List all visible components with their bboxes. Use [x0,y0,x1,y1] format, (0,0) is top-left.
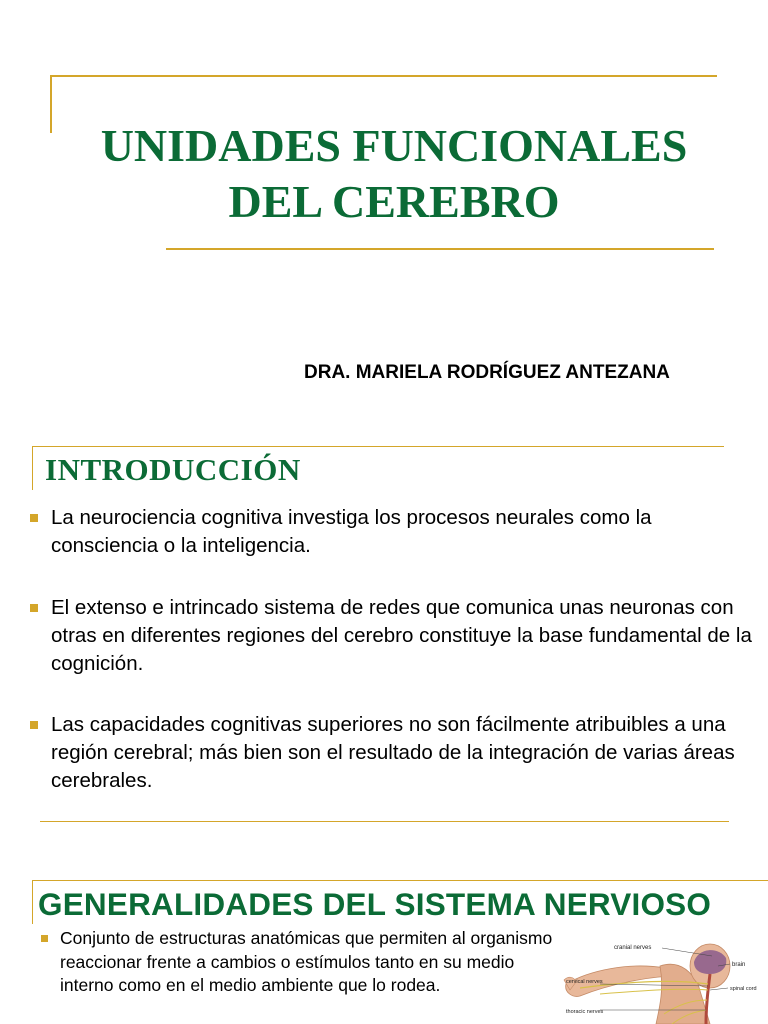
gen-top-rule [32,880,768,881]
bullet-square-icon [30,604,38,612]
label-cranial-nerves: cranial nerves [614,945,652,951]
gen-bullet-text: Conjunto de estructuras anatómicas que permiten al organismo reaccionar frente a cambios o estímulos tanto en su medio interno como en el medio ambiente que lo rodea. [60,928,553,995]
bullet-square-icon [30,721,38,729]
intro-bottom-rule [40,821,729,822]
intro-heading: INTRODUCCIÓN [45,452,301,487]
intro-bullet-item [51,711,761,795]
nervous-system-illustration [560,940,768,1024]
label-thoracic-nerves: thoracic nerves [566,1009,604,1015]
bullet-square-icon [41,935,48,942]
gen-heading: GENERALIDADES DEL SISTEMA NERVIOSO [38,886,712,922]
intro-bullet-item [51,504,761,560]
label-brain: brain [732,962,746,968]
slide-title-line-1: UNIDADES FUNCIONALES [100,120,688,171]
intro-top-rule [32,446,724,447]
intro-bullet-text: El extenso e intrincado sistema de redes que comunica unas neuronas con otras en diferentes regiones del cerebro constituye la base fundamental de la cognición. [51,596,752,675]
gen-bullet-item [60,927,555,998]
gen-left-rule [32,880,33,924]
label-cervical-nerves: cervical nerves [566,979,603,985]
slide-title [60,118,728,230]
intro-bullet-item [51,594,761,678]
label-spinal-cord: spinal cord [730,986,757,992]
slide-title-line-2: DEL CEREBRO [228,176,560,227]
author-name: DRA. MARIELA RODRÍGUEZ ANTEZANA [304,362,670,383]
title-frame-left-rule [50,75,52,133]
intro-bullet-text: La neurociencia cognitiva investiga los procesos neurales como la consciencia o la inteligencia. [51,506,652,557]
title-frame-bottom-rule [166,248,714,250]
intro-left-rule [32,446,33,490]
bullet-square-icon [30,514,38,522]
intro-bullet-text: Las capacidades cognitivas superiores no son fácilmente atribuibles a una región cerebral; más bien son el resultado de la integración de varias áreas cerebrales. [51,713,735,792]
title-frame-top-rule [50,75,717,77]
